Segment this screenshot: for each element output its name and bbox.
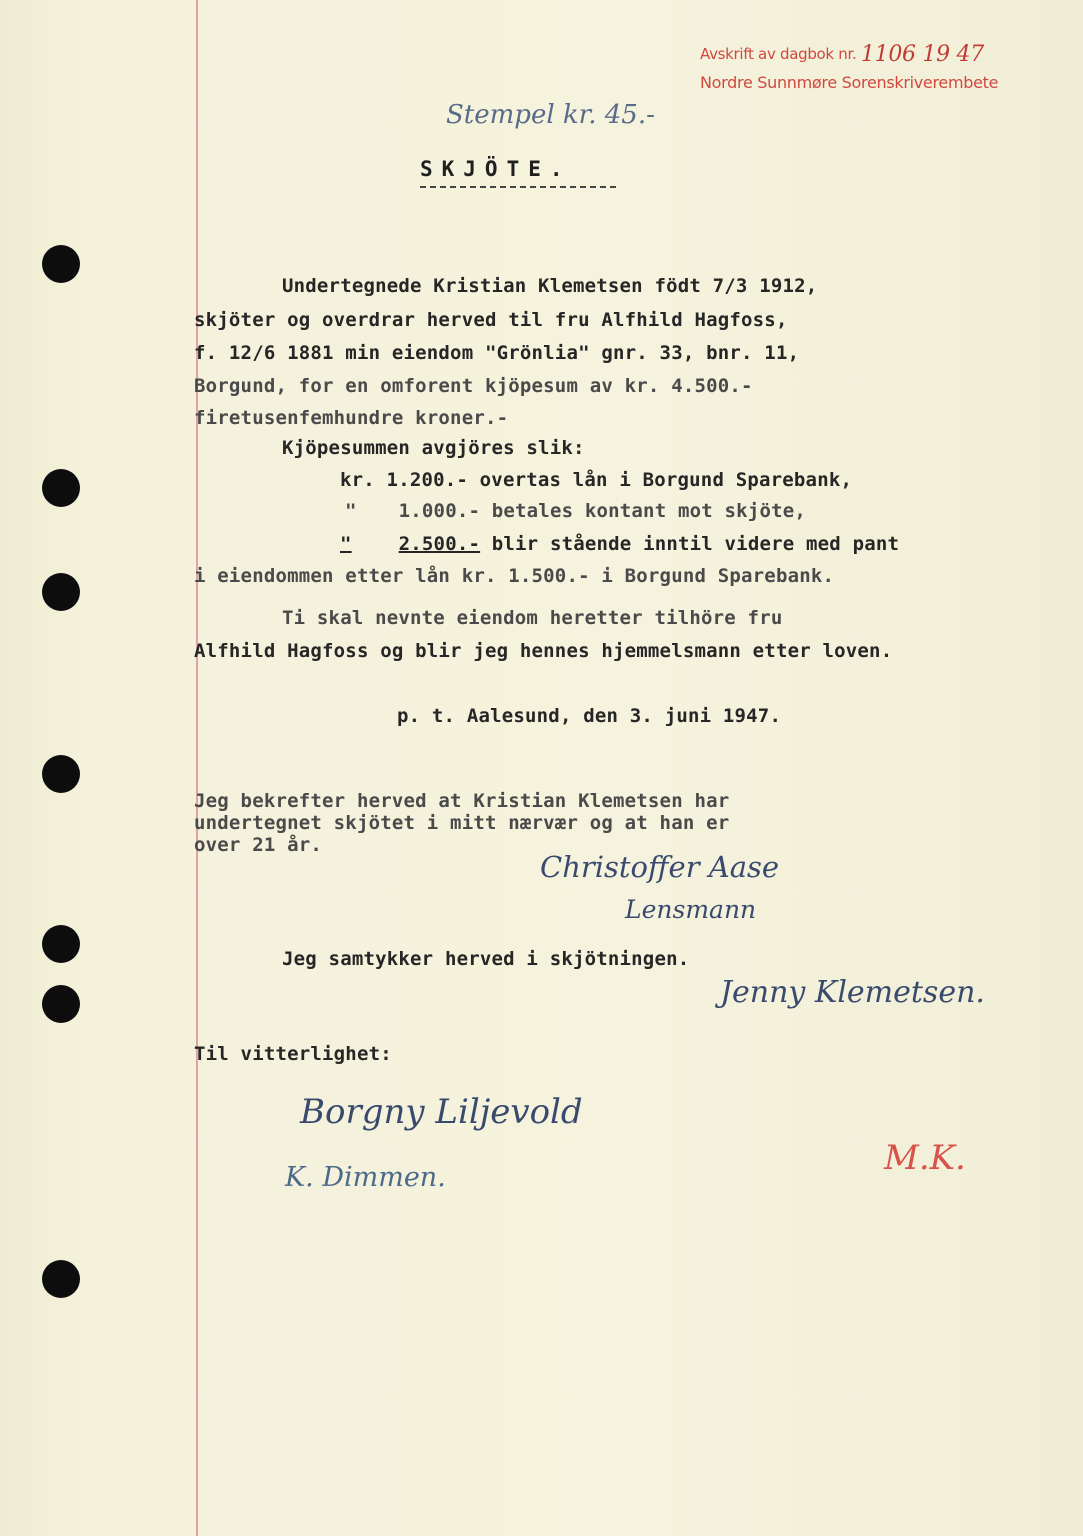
payment-text: 1.000.- betales kontant mot skjöte, [398, 500, 807, 522]
witness-signature: Christoffer Aase [540, 850, 780, 884]
red-initials: M.K. [884, 1138, 966, 1178]
document-title: SKJÖTE. [420, 157, 572, 181]
attestation-line: undertegnet skjötet i mitt nærvær og at han er [194, 812, 730, 834]
margin-rule [196, 0, 198, 1536]
stamp-duty-note: Stempel kr. 45.- [446, 100, 655, 130]
attestation-line: Jeg bekrefter herved at Kristian Klemetsen har [194, 790, 730, 812]
body-line: f. 12/6 1881 min eiendom "Grönlia" gnr. 33, bnr. 11, [194, 342, 800, 364]
body-line: firetusenfemhundre kroner.- [194, 407, 509, 429]
punch-hole [42, 573, 80, 611]
punch-hole [42, 469, 80, 507]
payment-line [340, 533, 899, 555]
registry-stamp-line-1 [700, 40, 984, 65]
body-line: Kjöpesummen avgjöres slik: [282, 437, 585, 459]
ditto-mark: " [345, 500, 357, 522]
punch-hole [42, 985, 80, 1023]
vitne-signature: Borgny Liljevold [300, 1092, 583, 1132]
place-date: p. t. Aalesund, den 3. juni 1947. [397, 705, 782, 727]
body-line: skjöter og overdrar herved til fru Alfhild Hagfoss, [194, 309, 788, 331]
punch-hole [42, 925, 80, 963]
payment-line: kr. 1.200.- overtas lån i Borgund Sparebank, [340, 469, 853, 491]
body-line: Undertegnede Kristian Klemetsen födt 7/3 1912, [282, 275, 818, 297]
punch-hole [42, 755, 80, 793]
payment-line [345, 500, 806, 522]
body-line: Ti skal nevnte eiendom heretter tilhöre fru [282, 607, 783, 629]
ditto-mark: " [340, 533, 352, 555]
body-line: i eiendommen etter lån kr. 1.500.- i Borgund Sparebank. [194, 565, 835, 587]
vitne-signature: K. Dimmen. [285, 1162, 446, 1193]
payment-text: blir stående inntil videre med pant [480, 533, 900, 555]
punch-hole [42, 1260, 80, 1298]
consent-line: Jeg samtykker herved i skjötningen. [282, 948, 690, 970]
attestation-line: over 21 år. [194, 834, 323, 856]
body-line: Alfhild Hagfoss og blir jeg hennes hjemmelsmann etter loven. [194, 640, 893, 662]
witness-title: Lensmann [625, 895, 757, 924]
registry-stamp-line-2: Nordre Sunnmøre Sorenskriverembete [700, 73, 999, 92]
spouse-signature: Jenny Klemetsen. [720, 975, 985, 1010]
stamp-journal-number: 1106 19 47 [860, 42, 984, 67]
body-line: Borgund, for en omforent kjöpesum av kr. 4.500.- [194, 375, 753, 397]
witness-heading: Til vitterlighet: [194, 1043, 392, 1065]
payment-amount: 2.500.- [398, 533, 481, 555]
title-underline [420, 186, 616, 188]
stamp-prefix: Avskrift av dagbok nr. [700, 45, 857, 63]
punch-hole [42, 245, 80, 283]
